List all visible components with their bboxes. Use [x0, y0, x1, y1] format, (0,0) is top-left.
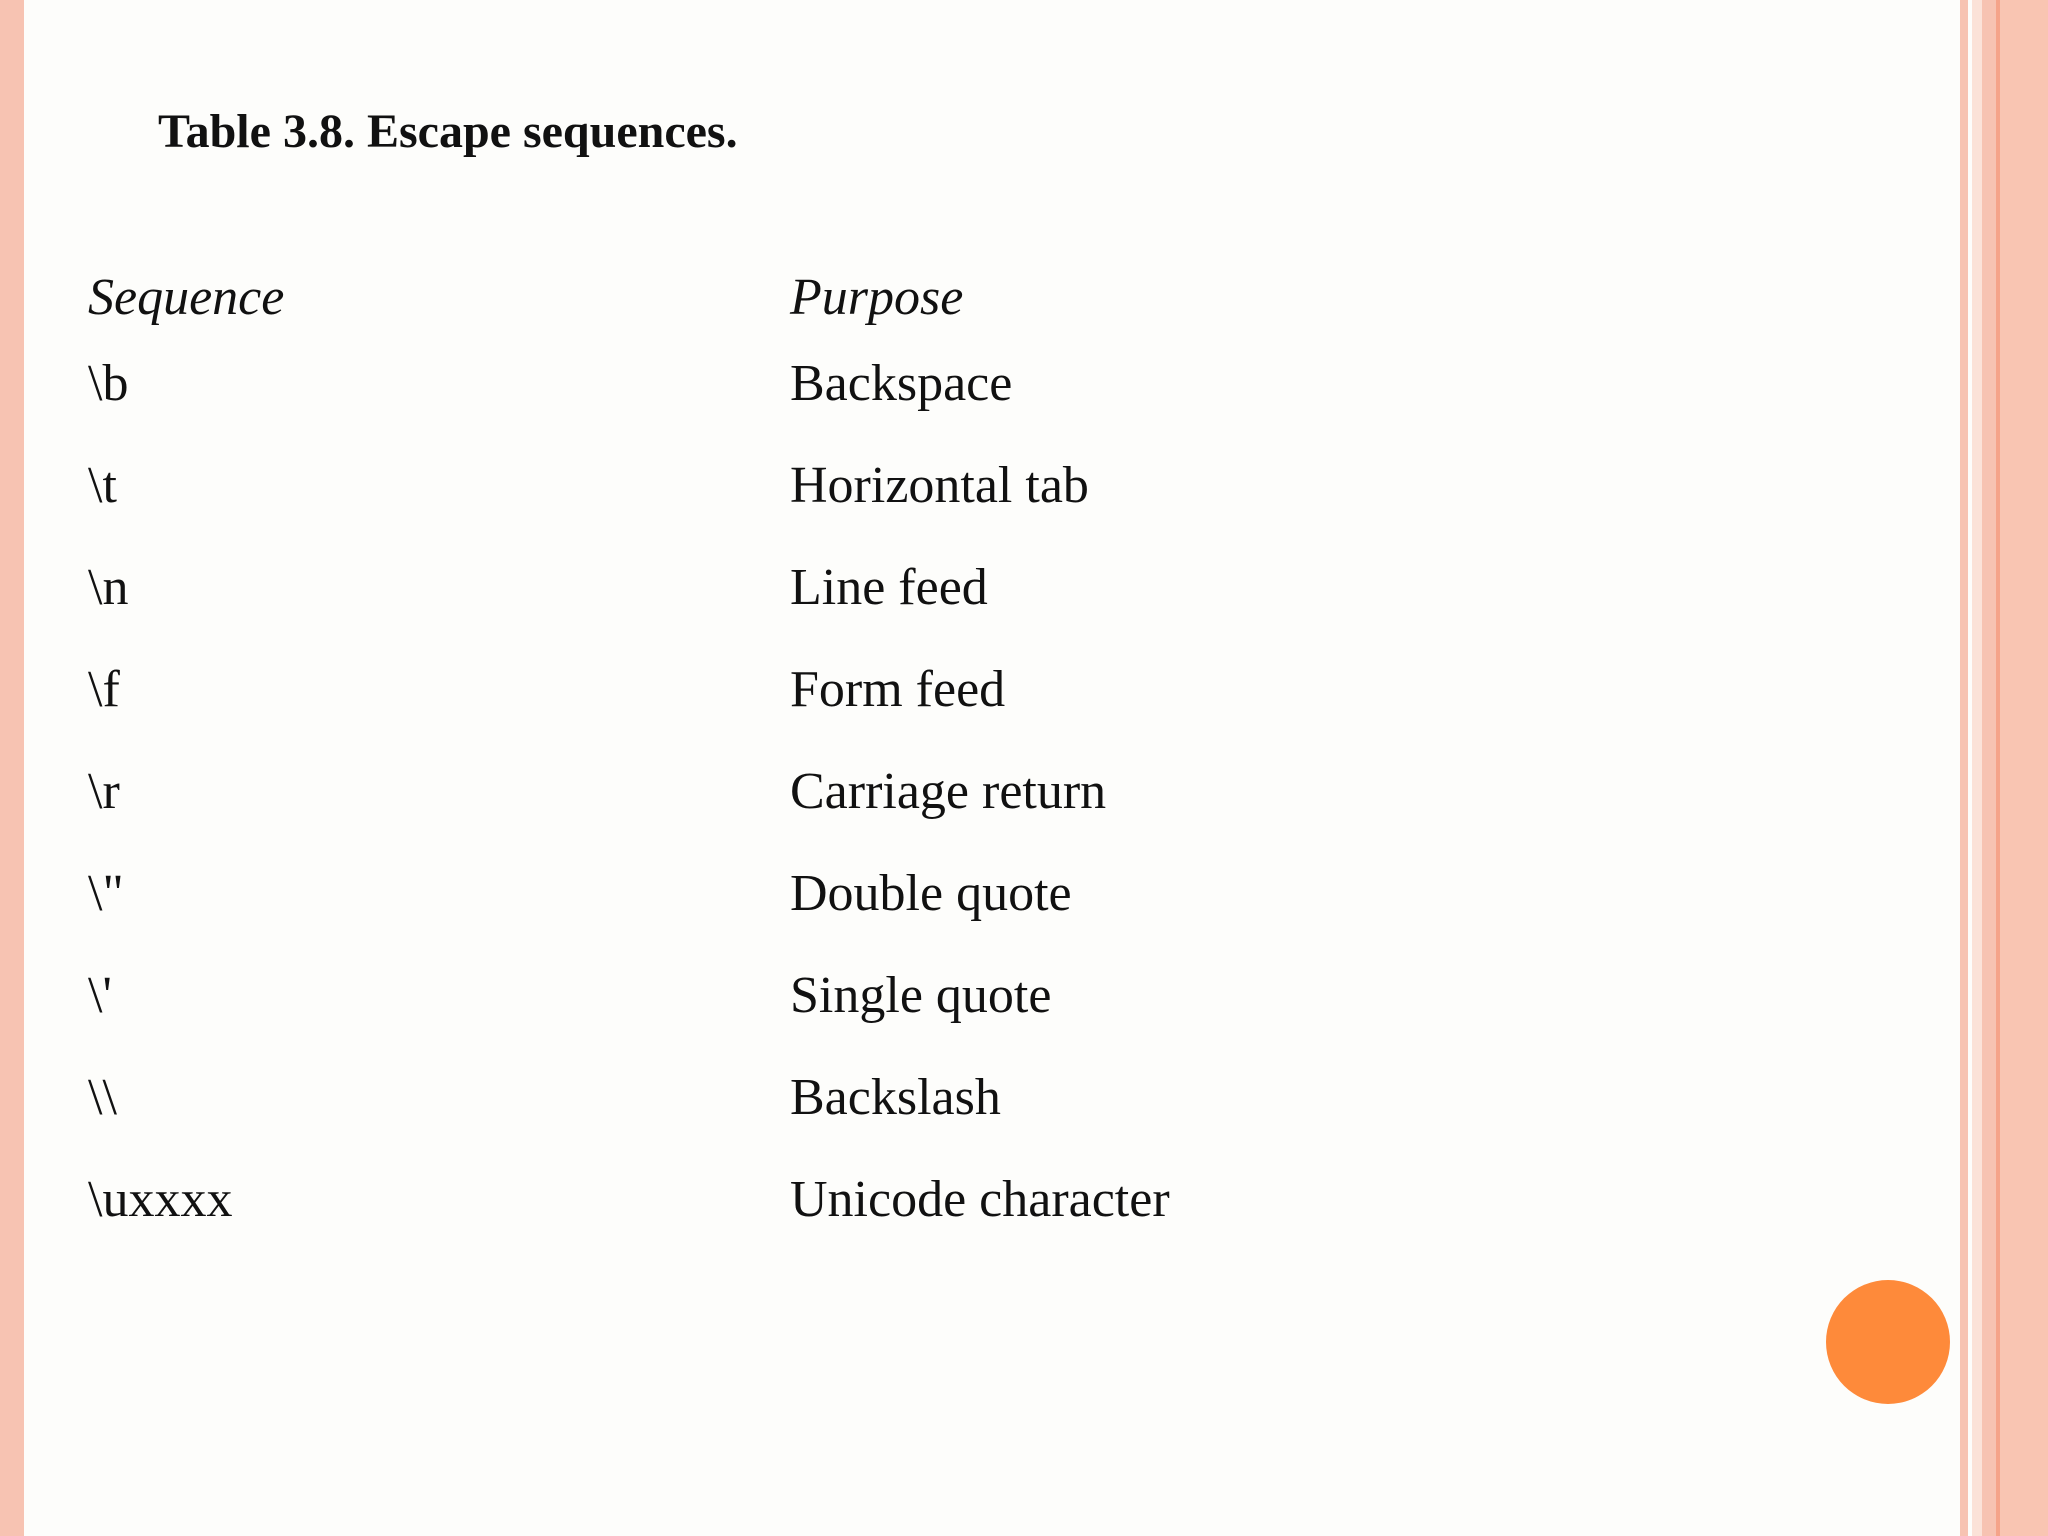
- sequence-cell: \t: [88, 457, 117, 514]
- purpose-cell: Horizontal tab: [790, 457, 1089, 514]
- column-header-purpose: Purpose: [790, 269, 964, 326]
- sequence-cell: \n: [88, 559, 129, 616]
- purpose-cell: Backspace: [790, 355, 1013, 412]
- purpose-cell: Double quote: [790, 865, 1072, 922]
- sequence-cell: \": [88, 865, 124, 922]
- purpose-cell: Line feed: [790, 559, 988, 616]
- sequence-cell: \b: [88, 355, 129, 412]
- table-row: [0, 1064, 1900, 1166]
- slide-title: Table 3.8. Escape sequences.: [158, 105, 738, 158]
- column-header-sequence: Sequence: [88, 269, 285, 326]
- table-row: [0, 656, 1900, 758]
- escape-sequence-table: [0, 350, 1900, 1268]
- table-row: [0, 554, 1900, 656]
- purpose-cell: Form feed: [790, 661, 1006, 718]
- purpose-cell: Backslash: [790, 1069, 1001, 1126]
- table-row: [0, 350, 1900, 452]
- right-frame-stripe: [2000, 0, 2048, 1536]
- table-row: [0, 962, 1900, 1064]
- sequence-cell: \': [88, 967, 112, 1024]
- right-frame-stripe: [1982, 0, 1996, 1536]
- right-frame-stripe: [1960, 0, 1968, 1536]
- sequence-cell: \\: [88, 1069, 117, 1126]
- purpose-cell: Carriage return: [790, 763, 1107, 820]
- orange-circle-decoration: [1826, 1280, 1950, 1404]
- sequence-cell: \r: [88, 763, 120, 820]
- table-row: [0, 452, 1900, 554]
- purpose-cell: Single quote: [790, 967, 1052, 1024]
- right-frame-stripe: [1972, 0, 1982, 1536]
- table-row: [0, 1166, 1900, 1268]
- sequence-cell: \f: [88, 661, 120, 718]
- sequence-cell: \uxxxx: [88, 1171, 233, 1228]
- table-row: [0, 860, 1900, 962]
- table-row: [0, 758, 1900, 860]
- purpose-cell: Unicode character: [790, 1171, 1170, 1228]
